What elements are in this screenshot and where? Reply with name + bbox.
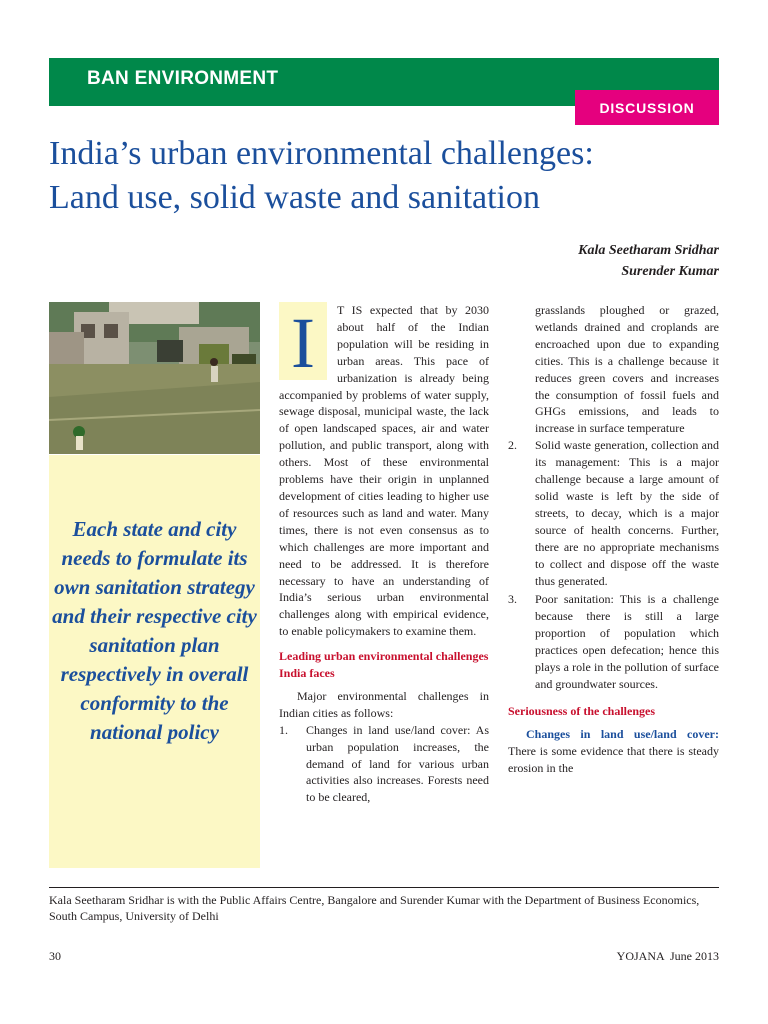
flooded-street-photo: [49, 302, 260, 454]
author-2: Surender Kumar: [621, 264, 719, 279]
author-byline: [578, 240, 719, 282]
text-column-2: [508, 302, 719, 776]
drop-cap: I: [279, 302, 327, 380]
list-item-1: [279, 722, 489, 807]
publication-line: YOJANA June 2013: [616, 949, 719, 963]
list-item-2: [508, 437, 719, 589]
subheading-leading-challenges: Leading urban environmental challenges India faces: [279, 649, 489, 681]
paragraph-land-use: [508, 726, 719, 777]
intro-paragraph: T IS expected that by 2030 about half of the Indian population will be residing in urban areas. This pace of urbanization is already being accompanied by problems of water supply, sewage disposal, municipal waste, the lack of open landscaped spaces, air and water pollution, and public transport, along with others. Most of these environmental problems have their origin in unplanned development of cities leading to higher use of resources such as land and water. Many times, there is not even consensus as to which challenges are more important and need to be addressed. It is therefore necessary to have an understanding of India’s serious urban environmental challenges along with empirical evidence, to enable policymakers to examine them.: [279, 303, 489, 639]
page-number: 30: [49, 949, 61, 963]
footnote-divider: [49, 887, 719, 888]
article-title: [49, 132, 729, 220]
author-footnote: Kala Seetharam Sridhar is with the Public Affairs Centre, Bangalore and Surender Kumar with the Department of Business Economics, South Campus, University of Delhi: [49, 893, 700, 923]
section-label: BAN ENVIRONMENT: [87, 68, 279, 89]
list-number-2: 2.: [508, 438, 517, 453]
list-item-3: [508, 591, 719, 692]
author-1: Kala Seetharam Sridhar: [578, 243, 719, 258]
list-number-1: 1.: [279, 722, 288, 737]
text-column-1: [279, 302, 489, 806]
paragraph-major-challenges: Major environmental challenges in Indian cities as follows:: [279, 688, 489, 720]
runin-text-land-use: There is some evidence that there is steady erosion in the: [508, 743, 719, 775]
list-number-3: 3.: [508, 592, 517, 607]
list-text-1: Changes in land use/land cover: As urban population increases, the demand of land for various urban activities also increases. Forests need to be cleared,: [306, 722, 489, 805]
list-text-3: Poor sanitation: This is a challenge because there is still a large proportion of population which practices open defecation; hence this plays a role in the pollution of surface and groundwater sources.: [535, 592, 719, 691]
title-line-1: India’s urban environmental challenges:: [49, 135, 594, 172]
subheading-seriousness: Seriousness of the challenges: [508, 703, 655, 718]
discussion-tag: DISCUSSION: [575, 90, 719, 125]
list-item-1-continued: grasslands ploughed or grazed, wetlands drained and croplands are encroached upon due to expanding cities. This is a challenge because it reduces green covers and increases the consumption of fossil fuels and GHGs emissions, and leads to increase in surface temperature: [535, 303, 719, 436]
title-line-2: Land use, solid waste and sanitation: [49, 179, 541, 216]
pull-quote: Each state and city needs to formulate its own sanitation strategy and their respective city sanitation plan respectively in overall conformity to the national policy: [52, 517, 257, 744]
list-text-2: Solid waste generation, collection and its management: This is a major challenge because a large amount of solid waste is left by the side of streets, to decay, which is a major source of health concerns. Further, there are no appropriate mechanisms to collect and dispose off the waste thus generated.: [535, 438, 719, 588]
runin-heading-land-use: Changes in land use/land cover:: [526, 726, 719, 741]
